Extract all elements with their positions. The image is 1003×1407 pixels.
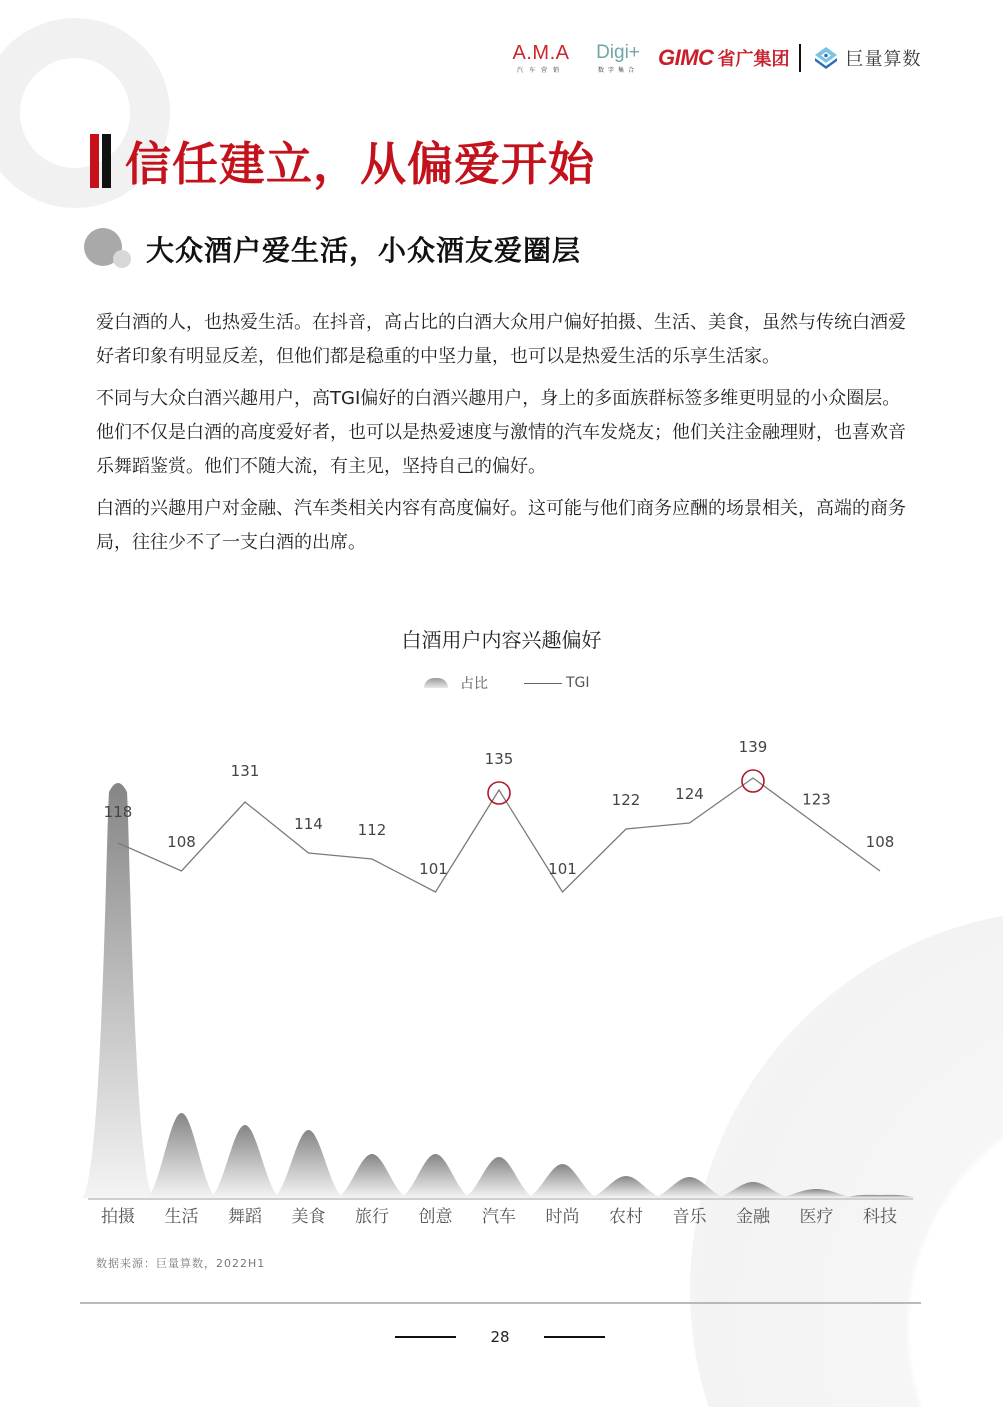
x-axis-label: 金融: [736, 1207, 770, 1227]
share-hill: [336, 1154, 408, 1198]
share-hill: [781, 1189, 853, 1198]
x-axis-label: 医疗: [799, 1207, 834, 1227]
juliang-logo-text: 巨量算数: [845, 49, 922, 70]
tgi-line: [118, 778, 880, 892]
page-number-block: [395, 1328, 605, 1346]
x-axis-label: 汽车: [482, 1207, 516, 1227]
gimc-logo-en: GIMC: [658, 45, 714, 70]
digi-logo-sub: 数字集合: [597, 66, 638, 74]
share-hill: [717, 1182, 789, 1198]
share-hill: [209, 1125, 281, 1198]
x-axis-labels: [101, 1207, 897, 1227]
legend-label-share: 占比: [460, 676, 488, 692]
ama-logo-main: A.M.A: [512, 41, 570, 64]
share-hill: [463, 1157, 535, 1198]
body-text: [96, 306, 916, 568]
x-axis-label: 时尚: [545, 1207, 580, 1227]
tgi-value-label: 108: [865, 833, 895, 851]
paragraph: 不同与大众白酒兴趣用户，高TGI偏好的白酒兴趣用户，身上的多面族群标签多维更明显的小众圈层。他们不仅是白酒的高度爱好者，也可以是热爱速度与激情的汽车发烧友；他们关注金融理财，也喜欢音乐舞蹈鉴赏。他们不随大流，有主见，坚持自己的偏好。: [96, 388, 906, 477]
page-title-block: [90, 128, 595, 194]
ama-logo-sub: 汽车营销: [516, 66, 565, 74]
x-axis-label: 科技: [863, 1207, 897, 1227]
title-accent-bar: [90, 134, 111, 188]
share-hills: [82, 783, 916, 1198]
chart-title: 白酒用户内容兴趣偏好: [401, 628, 602, 652]
ama-logo: [508, 43, 574, 74]
chart-legend: [424, 673, 590, 693]
tgi-value-label: 108: [167, 833, 196, 851]
share-hill: [527, 1164, 599, 1198]
tgi-value-label: 114: [294, 815, 323, 833]
tgi-value-label: 101: [419, 860, 448, 878]
share-hill: [844, 1195, 916, 1198]
gimc-logo: [658, 45, 789, 71]
share-hill: [400, 1154, 472, 1198]
page-dash-left: [395, 1336, 456, 1338]
footer-divider: [80, 1302, 921, 1304]
tgi-labels: [104, 738, 895, 878]
page-title: 信任建立，从偏爱开始: [125, 137, 595, 191]
tgi-value-label: 122: [611, 791, 641, 809]
combo-chart: [0, 700, 1003, 1240]
share-hill: [590, 1176, 662, 1198]
partner-logos: [508, 40, 921, 76]
share-hill: [273, 1130, 345, 1198]
tgi-value-label: 118: [103, 803, 133, 821]
x-axis-label: 旅行: [355, 1207, 389, 1227]
digi-logo-main: Digi+: [596, 41, 640, 63]
x-axis-label: 生活: [164, 1207, 199, 1227]
x-axis-label: 舞蹈: [228, 1207, 262, 1227]
juliang-diamond-icon: [813, 45, 839, 71]
tgi-value-label: 124: [675, 785, 704, 803]
legend-label-tgi: TGI: [566, 675, 590, 691]
hill-swatch-icon: [424, 678, 448, 688]
digi-logo: [592, 43, 644, 74]
x-axis-label: 音乐: [672, 1207, 707, 1227]
highlight-ring-icon: [742, 770, 764, 792]
tgi-value-label: 123: [802, 790, 831, 809]
bullet-dots-icon: [84, 226, 134, 272]
page-number: 28: [490, 1328, 510, 1346]
page-dash-right: [544, 1336, 605, 1338]
data-source: 数据来源：巨量算数，2022H1: [96, 1257, 266, 1270]
juliang-logo: [813, 45, 921, 71]
share-hill: [146, 1113, 218, 1198]
share-hill: [82, 783, 154, 1198]
line-swatch-icon: [524, 683, 562, 684]
logo-separator: [799, 44, 801, 72]
section-heading: 大众酒户爱生活，小众酒友爱圈层: [146, 234, 582, 267]
gimc-logo-cn: 省广集团: [717, 49, 790, 70]
paragraph: 白酒的兴趣用户对金融、汽车类相关内容有高度偏好。这可能与他们商务应酬的场景相关，高端的商务局，往往少不了一支白酒的出席。: [96, 498, 906, 553]
highlight-ring-icon: [488, 782, 510, 804]
x-axis-label: 美食: [291, 1207, 326, 1227]
paragraph: 爱白酒的人，也热爱生活。在抖音，高占比的白酒大众用户偏好拍摄、生活、美食，虽然与传统白酒爱好者印象有明显反差，但他们都是稳重的中坚力量，也可以是热爱生活的乐享生活家。: [96, 312, 906, 367]
tgi-value-label: 139: [738, 738, 768, 756]
x-axis-label: 创意: [418, 1207, 453, 1227]
section-heading-block: [84, 226, 581, 272]
tgi-value-label: 101: [548, 860, 577, 878]
tgi-value-label: 131: [230, 762, 260, 780]
x-axis-label: 农村: [609, 1207, 643, 1227]
x-axis-label: 拍摄: [101, 1207, 135, 1227]
tgi-value-label: 135: [484, 750, 514, 768]
share-hill: [654, 1177, 726, 1198]
tgi-value-label: 112: [357, 821, 387, 839]
